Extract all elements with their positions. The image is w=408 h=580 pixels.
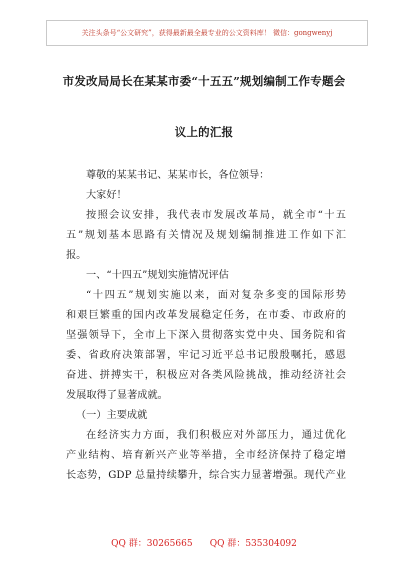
paragraph-line: 按照会议安排，我代表市发展改革局，就全市“十五	[86, 210, 346, 221]
section-heading: 一、“十四五”规划实施情况评估	[86, 270, 229, 281]
paragraph-line: 在经济实力方面，我们积极应对外部压力，通过优化	[86, 430, 346, 441]
paragraph-line: 奋进、拼搏实干，积极应对各类风险挑战，推动经济社会	[66, 370, 346, 381]
paragraph-line: 长态势，GDP 总量持续攀升，综合实力显著增强。现代产业	[66, 470, 346, 481]
top-banner: 关注头条号“公文研究”，获得最新最全最专业的公文资料库！ 微信：gongwenyj	[46, 20, 368, 46]
paragraph-line: 坚强领导下，全市上下深入贯彻落实党中央、国务院和省	[66, 330, 346, 341]
paragraph-line: 委、省政府决策部署，牢记习近平总书记殷殷嘱托，感恩	[66, 350, 346, 361]
paragraph-line: 五”规划基本思路有关情况及规划编制推进工作如下汇	[66, 230, 346, 241]
document-body	[66, 166, 346, 486]
paragraph-line: “十四五”规划实施以来，面对复杂多变的国际形势	[86, 290, 346, 301]
paragraph-line: 报。	[66, 250, 87, 261]
paragraph-line: 和艰巨繁重的国内改革发展稳定任务，在市委、市政府的	[66, 310, 346, 321]
document-title-line-1: 市发改局局长在某某市委“十五五”规划编制工作专题会	[62, 74, 346, 88]
document-title-line-2: 议上的汇报	[174, 125, 234, 139]
paragraph-line: 产业结构、培育新兴产业等举措，全市经济保持了稳定增	[66, 450, 346, 461]
greeting: 大家好！	[86, 190, 127, 201]
footer-contact: QQ 群：30265665 QQ 群：535304092	[111, 539, 297, 549]
subsection-heading: （一）主要成就	[76, 410, 148, 421]
paragraph-line: 发展取得了显著成就。	[66, 390, 168, 401]
salutation: 尊敬的某某书记、某某市长，各位领导：	[86, 170, 270, 181]
